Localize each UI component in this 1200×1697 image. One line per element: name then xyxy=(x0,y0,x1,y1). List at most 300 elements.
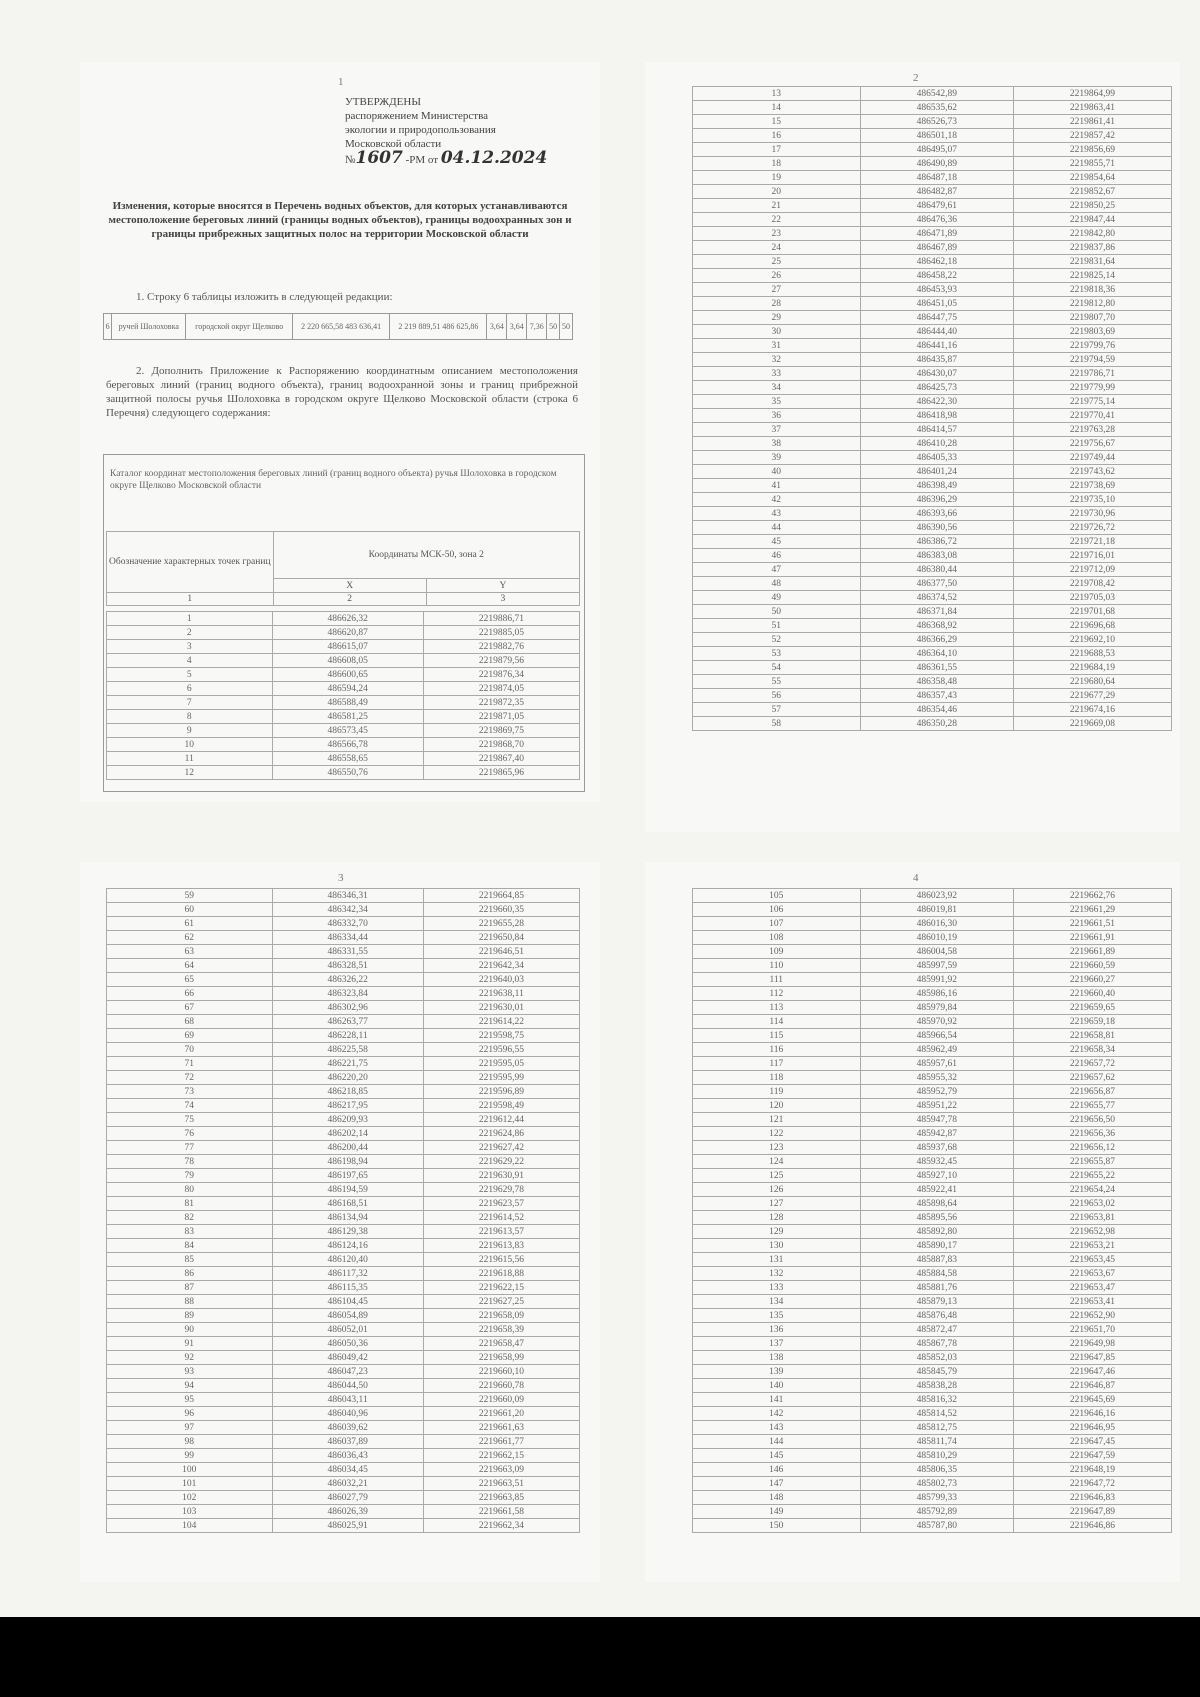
x-coordinate-cell: 486396,29 xyxy=(860,493,1013,507)
table-row xyxy=(693,1295,1172,1309)
x-coordinate-cell: 486323,84 xyxy=(272,987,423,1001)
table-row xyxy=(107,973,580,987)
table-row xyxy=(107,1225,580,1239)
point-number-cell: 127 xyxy=(693,1197,861,1211)
x-coordinate-cell: 485812,75 xyxy=(860,1421,1013,1435)
table-row xyxy=(693,353,1172,367)
table-row xyxy=(107,1253,580,1267)
y-coordinate-cell: 2219721,18 xyxy=(1013,535,1171,549)
x-coordinate-cell: 486168,51 xyxy=(272,1197,423,1211)
x-coordinate-cell: 486386,72 xyxy=(860,535,1013,549)
point-number-cell: 33 xyxy=(693,367,861,381)
y-coordinate-cell: 2219865,96 xyxy=(423,766,579,780)
y-coordinate-cell: 2219856,69 xyxy=(1013,143,1171,157)
y-coordinate-cell: 2219642,34 xyxy=(423,959,579,973)
y-coordinate-cell: 2219669,08 xyxy=(1013,717,1171,731)
point-number-cell: 81 xyxy=(107,1197,273,1211)
y-coordinate-cell: 2219837,86 xyxy=(1013,241,1171,255)
point-number-cell: 11 xyxy=(107,752,273,766)
point-number-cell: 94 xyxy=(107,1379,273,1393)
point-number-cell: 36 xyxy=(693,409,861,423)
table-row xyxy=(693,1323,1172,1337)
y-coordinate-cell: 2219654,24 xyxy=(1013,1183,1171,1197)
table-row xyxy=(693,591,1172,605)
point-number-cell: 29 xyxy=(693,311,861,325)
point-number-cell: 65 xyxy=(107,973,273,987)
x-coordinate-cell: 486228,11 xyxy=(272,1029,423,1043)
point-number-cell: 122 xyxy=(693,1127,861,1141)
y-coordinate-cell: 2219661,20 xyxy=(423,1407,579,1421)
table-row xyxy=(693,1099,1172,1113)
x-coordinate-cell: 486217,95 xyxy=(272,1099,423,1113)
point-number-cell: 89 xyxy=(107,1309,273,1323)
table-row xyxy=(693,605,1172,619)
point-number-cell: 117 xyxy=(693,1057,861,1071)
point-number-cell: 61 xyxy=(107,917,273,931)
x-coordinate-cell: 486550,76 xyxy=(272,766,423,780)
point-number-cell: 3 xyxy=(107,640,273,654)
point-number-cell: 47 xyxy=(693,563,861,577)
point-number-cell: 57 xyxy=(693,703,861,717)
table-row xyxy=(693,563,1172,577)
x-coordinate-cell: 486401,24 xyxy=(860,465,1013,479)
y-coordinate-cell: 2219735,10 xyxy=(1013,493,1171,507)
x-coordinate-cell: 486410,28 xyxy=(860,437,1013,451)
table-row xyxy=(693,1127,1172,1141)
item-1-text: 1. Строку 6 таблицы изложить в следующей редакции: xyxy=(136,291,393,303)
point-number-cell: 146 xyxy=(693,1463,861,1477)
header-num: 2 xyxy=(273,593,426,606)
y-coordinate-cell: 2219646,83 xyxy=(1013,1491,1171,1505)
y-coordinate-cell: 2219656,50 xyxy=(1013,1113,1171,1127)
page-number: 3 xyxy=(338,872,344,884)
table-row xyxy=(107,1267,580,1281)
table-row xyxy=(693,1029,1172,1043)
table-row xyxy=(693,465,1172,479)
point-number-cell: 38 xyxy=(693,437,861,451)
x-coordinate-cell: 485991,92 xyxy=(860,973,1013,987)
y-coordinate-cell: 2219886,71 xyxy=(423,612,579,626)
approval-heading: УТВЕРЖДЕНЫ xyxy=(345,96,421,108)
point-number-cell: 139 xyxy=(693,1365,861,1379)
table-row xyxy=(693,535,1172,549)
point-number-cell: 68 xyxy=(107,1015,273,1029)
point-number-cell: 115 xyxy=(693,1029,861,1043)
coords-table-p1 xyxy=(106,611,580,780)
point-number-cell: 55 xyxy=(693,675,861,689)
point-number-cell: 14 xyxy=(693,101,861,115)
table-row xyxy=(693,339,1172,353)
x-coordinate-cell: 485955,32 xyxy=(860,1071,1013,1085)
y-coordinate-cell: 2219661,29 xyxy=(1013,903,1171,917)
x-coordinate-cell: 486441,16 xyxy=(860,339,1013,353)
length-value-cell: 3,64 xyxy=(487,314,507,340)
point-number-cell: 46 xyxy=(693,549,861,563)
x-coordinate-cell: 485887,83 xyxy=(860,1253,1013,1267)
x-coordinate-cell: 486027,79 xyxy=(272,1491,423,1505)
table-row xyxy=(107,1043,580,1057)
y-coordinate-cell: 2219660,59 xyxy=(1013,959,1171,973)
x-coordinate-cell: 486558,65 xyxy=(272,752,423,766)
y-coordinate-cell: 2219872,35 xyxy=(423,696,579,710)
point-number-cell: 27 xyxy=(693,283,861,297)
y-coordinate-cell: 2219730,96 xyxy=(1013,507,1171,521)
table-row xyxy=(107,889,580,903)
x-coordinate-cell: 485787,80 xyxy=(860,1519,1013,1533)
y-coordinate-cell: 2219598,49 xyxy=(423,1099,579,1113)
table-row xyxy=(693,549,1172,563)
point-number-cell: 74 xyxy=(107,1099,273,1113)
x-coordinate-cell: 486422,30 xyxy=(860,395,1013,409)
y-coordinate-cell: 2219659,65 xyxy=(1013,1001,1171,1015)
table-row xyxy=(693,1435,1172,1449)
x-coordinate-cell: 486451,05 xyxy=(860,297,1013,311)
table-row xyxy=(693,367,1172,381)
y-coordinate-cell: 2219868,70 xyxy=(423,738,579,752)
point-number-cell: 64 xyxy=(107,959,273,973)
x-coordinate-cell: 486600,65 xyxy=(272,668,423,682)
point-number-cell: 143 xyxy=(693,1421,861,1435)
x-coordinate-cell: 485890,17 xyxy=(860,1239,1013,1253)
belt-width-cell: 50 xyxy=(560,314,573,340)
x-coordinate-cell: 486482,87 xyxy=(860,185,1013,199)
point-number-cell: 67 xyxy=(107,1001,273,1015)
table-row xyxy=(107,710,580,724)
table-row xyxy=(107,903,580,917)
zone-width-cell: 50 xyxy=(547,314,560,340)
table-row xyxy=(693,1211,1172,1225)
table-row xyxy=(693,269,1172,283)
table-row xyxy=(107,1519,580,1533)
y-coordinate-cell: 2219660,35 xyxy=(423,903,579,917)
y-coordinate-cell: 2219842,80 xyxy=(1013,227,1171,241)
table-row xyxy=(693,171,1172,185)
y-coordinate-cell: 2219653,67 xyxy=(1013,1267,1171,1281)
point-number-cell: 79 xyxy=(107,1169,273,1183)
table-row xyxy=(107,1407,580,1421)
point-number-cell: 118 xyxy=(693,1071,861,1085)
point-number-cell: 32 xyxy=(693,353,861,367)
table-row xyxy=(693,1491,1172,1505)
x-coordinate-cell: 486573,45 xyxy=(272,724,423,738)
table-row xyxy=(693,889,1172,903)
x-coordinate-cell: 486120,40 xyxy=(272,1253,423,1267)
y-coordinate-cell: 2219661,51 xyxy=(1013,917,1171,931)
point-number-cell: 107 xyxy=(693,917,861,931)
x-coordinate-cell: 485879,13 xyxy=(860,1295,1013,1309)
x-coordinate-cell: 486197,65 xyxy=(272,1169,423,1183)
x-coordinate-cell: 486124,16 xyxy=(272,1239,423,1253)
point-number-cell: 58 xyxy=(693,717,861,731)
y-coordinate-cell: 2219630,91 xyxy=(423,1169,579,1183)
point-number-cell: 24 xyxy=(693,241,861,255)
x-coordinate-cell: 486357,43 xyxy=(860,689,1013,703)
x-coordinate-cell: 486383,08 xyxy=(860,549,1013,563)
x-coordinate-cell: 486200,44 xyxy=(272,1141,423,1155)
x-coordinate-cell: 486328,51 xyxy=(272,959,423,973)
y-coordinate-cell: 2219869,75 xyxy=(423,724,579,738)
table-row xyxy=(107,1211,580,1225)
point-number-cell: 99 xyxy=(107,1449,273,1463)
y-coordinate-cell: 2219662,76 xyxy=(1013,889,1171,903)
table-row xyxy=(107,917,580,931)
y-coordinate-cell: 2219647,59 xyxy=(1013,1449,1171,1463)
point-number-cell: 78 xyxy=(107,1155,273,1169)
x-coordinate-cell: 486430,07 xyxy=(860,367,1013,381)
point-number-cell: 88 xyxy=(107,1295,273,1309)
table-row xyxy=(107,1365,580,1379)
x-coordinate-cell: 486332,70 xyxy=(272,917,423,931)
x-coordinate-cell: 485895,56 xyxy=(860,1211,1013,1225)
table-row xyxy=(693,493,1172,507)
approval-stamp xyxy=(345,95,547,167)
y-coordinate-cell: 2219656,87 xyxy=(1013,1085,1171,1099)
y-coordinate-cell: 2219657,62 xyxy=(1013,1071,1171,1085)
y-coordinate-cell: 2219799,76 xyxy=(1013,339,1171,353)
point-number-cell: 98 xyxy=(107,1435,273,1449)
table-row xyxy=(693,1351,1172,1365)
y-coordinate-cell: 2219652,90 xyxy=(1013,1309,1171,1323)
x-coordinate-cell: 486350,28 xyxy=(860,717,1013,731)
y-coordinate-cell: 2219861,41 xyxy=(1013,115,1171,129)
point-number-cell: 66 xyxy=(107,987,273,1001)
table-row xyxy=(107,724,580,738)
point-number-cell: 148 xyxy=(693,1491,861,1505)
table-row xyxy=(693,973,1172,987)
x-coordinate-cell: 486209,93 xyxy=(272,1113,423,1127)
area-value-cell: 7,36 xyxy=(527,314,547,340)
x-coordinate-cell: 486615,07 xyxy=(272,640,423,654)
table-row xyxy=(693,647,1172,661)
y-coordinate-cell: 2219660,40 xyxy=(1013,987,1171,1001)
y-coordinate-cell: 2219646,51 xyxy=(423,945,579,959)
x-coordinate-cell: 486458,22 xyxy=(860,269,1013,283)
y-coordinate-cell: 2219618,88 xyxy=(423,1267,579,1281)
y-coordinate-cell: 2219629,78 xyxy=(423,1183,579,1197)
y-coordinate-cell: 2219786,71 xyxy=(1013,367,1171,381)
x-coordinate-cell: 485799,33 xyxy=(860,1491,1013,1505)
x-coordinate-cell: 486004,58 xyxy=(860,945,1013,959)
y-coordinate-cell: 2219646,86 xyxy=(1013,1519,1171,1533)
point-number-cell: 114 xyxy=(693,1015,861,1029)
y-coordinate-cell: 2219867,40 xyxy=(423,752,579,766)
table-row xyxy=(693,479,1172,493)
y-coordinate-cell: 2219658,99 xyxy=(423,1351,579,1365)
y-coordinate-cell: 2219831,64 xyxy=(1013,255,1171,269)
table-row xyxy=(693,959,1172,973)
point-number-cell: 7 xyxy=(107,696,273,710)
y-coordinate-cell: 2219646,95 xyxy=(1013,1421,1171,1435)
x-coordinate-cell: 485802,73 xyxy=(860,1477,1013,1491)
x-coordinate-cell: 486405,33 xyxy=(860,451,1013,465)
x-coordinate-cell: 486542,89 xyxy=(860,87,1013,101)
table-row xyxy=(107,1099,580,1113)
y-coordinate-cell: 2219630,01 xyxy=(423,1001,579,1015)
table-row xyxy=(693,185,1172,199)
x-coordinate-cell: 485876,48 xyxy=(860,1309,1013,1323)
point-number-cell: 1 xyxy=(107,612,273,626)
x-coordinate-cell: 486346,31 xyxy=(272,889,423,903)
table-row xyxy=(107,1435,580,1449)
point-number-cell: 106 xyxy=(693,903,861,917)
table-row xyxy=(693,381,1172,395)
point-number-cell: 129 xyxy=(693,1225,861,1239)
table-row xyxy=(107,766,580,780)
y-coordinate-cell: 2219595,05 xyxy=(423,1057,579,1071)
table-row xyxy=(107,668,580,682)
point-number-cell: 136 xyxy=(693,1323,861,1337)
y-coordinate-cell: 2219627,25 xyxy=(423,1295,579,1309)
length-value-cell: 3,64 xyxy=(507,314,527,340)
point-number-cell: 45 xyxy=(693,535,861,549)
table-row xyxy=(107,1281,580,1295)
x-coordinate-cell: 485927,10 xyxy=(860,1169,1013,1183)
x-coordinate-cell: 485962,49 xyxy=(860,1043,1013,1057)
x-coordinate-cell: 486393,66 xyxy=(860,507,1013,521)
x-coordinate-cell: 486047,23 xyxy=(272,1365,423,1379)
table-row xyxy=(107,931,580,945)
end-coords-cell: 2 219 889,51 486 625,86 xyxy=(390,314,487,340)
point-number-cell: 103 xyxy=(107,1505,273,1519)
y-coordinate-cell: 2219653,02 xyxy=(1013,1197,1171,1211)
approval-line: распоряжением Министерства xyxy=(345,110,489,122)
table-row xyxy=(107,640,580,654)
y-coordinate-cell: 2219726,72 xyxy=(1013,521,1171,535)
y-coordinate-cell: 2219627,42 xyxy=(423,1141,579,1155)
table-row xyxy=(693,115,1172,129)
point-number-cell: 97 xyxy=(107,1421,273,1435)
number-sign: № xyxy=(345,154,356,166)
table-row xyxy=(693,157,1172,171)
header-coords: Координаты МСК-50, зона 2 xyxy=(273,532,579,579)
table-row xyxy=(693,101,1172,115)
point-number-cell: 23 xyxy=(693,227,861,241)
y-coordinate-cell: 2219660,78 xyxy=(423,1379,579,1393)
point-number-cell: 31 xyxy=(693,339,861,353)
coords-table-header xyxy=(106,531,580,606)
y-coordinate-cell: 2219653,21 xyxy=(1013,1239,1171,1253)
table-row xyxy=(693,451,1172,465)
x-coordinate-cell: 486326,22 xyxy=(272,973,423,987)
y-coordinate-cell: 2219655,28 xyxy=(423,917,579,931)
y-coordinate-cell: 2219613,83 xyxy=(423,1239,579,1253)
table-row xyxy=(107,1071,580,1085)
y-coordinate-cell: 2219688,53 xyxy=(1013,647,1171,661)
table-row xyxy=(693,1379,1172,1393)
table-row xyxy=(693,507,1172,521)
table-row xyxy=(104,314,573,340)
point-number-cell: 72 xyxy=(107,1071,273,1085)
x-coordinate-cell: 486608,05 xyxy=(272,654,423,668)
y-coordinate-cell: 2219847,44 xyxy=(1013,213,1171,227)
table-row xyxy=(107,1491,580,1505)
x-coordinate-cell: 486620,87 xyxy=(272,626,423,640)
x-coordinate-cell: 486054,89 xyxy=(272,1309,423,1323)
y-coordinate-cell: 2219684,19 xyxy=(1013,661,1171,675)
point-number-cell: 134 xyxy=(693,1295,861,1309)
y-coordinate-cell: 2219640,03 xyxy=(423,973,579,987)
approval-line: Московской области xyxy=(345,138,442,150)
point-number-cell: 26 xyxy=(693,269,861,283)
table-row xyxy=(107,1351,580,1365)
table-row xyxy=(693,675,1172,689)
page-number: 1 xyxy=(338,76,344,88)
x-coordinate-cell: 485997,59 xyxy=(860,959,1013,973)
table-row xyxy=(107,1113,580,1127)
y-coordinate-cell: 2219651,70 xyxy=(1013,1323,1171,1337)
y-coordinate-cell: 2219794,59 xyxy=(1013,353,1171,367)
point-number-cell: 104 xyxy=(107,1519,273,1533)
table-row xyxy=(693,1071,1172,1085)
table-row xyxy=(107,1393,580,1407)
y-coordinate-cell: 2219662,34 xyxy=(423,1519,579,1533)
table-row xyxy=(107,1477,580,1491)
x-coordinate-cell: 486263,77 xyxy=(272,1015,423,1029)
y-coordinate-cell: 2219663,09 xyxy=(423,1463,579,1477)
y-coordinate-cell: 2219615,56 xyxy=(423,1253,579,1267)
table-row xyxy=(107,1309,580,1323)
table-row xyxy=(693,1043,1172,1057)
point-number-cell: 40 xyxy=(693,465,861,479)
x-coordinate-cell: 486581,25 xyxy=(272,710,423,724)
x-coordinate-cell: 486476,36 xyxy=(860,213,1013,227)
x-coordinate-cell: 486490,89 xyxy=(860,157,1013,171)
y-coordinate-cell: 2219650,84 xyxy=(423,931,579,945)
x-coordinate-cell: 486626,32 xyxy=(272,612,423,626)
start-coords-cell: 2 220 665,58 483 636,41 xyxy=(293,314,390,340)
y-coordinate-cell: 2219680,64 xyxy=(1013,675,1171,689)
table-row xyxy=(693,395,1172,409)
point-number-cell: 20 xyxy=(693,185,861,199)
x-coordinate-cell: 486398,49 xyxy=(860,479,1013,493)
table-row xyxy=(693,1281,1172,1295)
table-row xyxy=(693,1449,1172,1463)
y-coordinate-cell: 2219655,77 xyxy=(1013,1099,1171,1113)
table-row xyxy=(693,1421,1172,1435)
y-coordinate-cell: 2219649,98 xyxy=(1013,1337,1171,1351)
x-coordinate-cell: 486044,50 xyxy=(272,1379,423,1393)
x-coordinate-cell: 486368,92 xyxy=(860,619,1013,633)
table-row xyxy=(693,917,1172,931)
page-number: 2 xyxy=(913,72,919,84)
point-number-cell: 49 xyxy=(693,591,861,605)
x-coordinate-cell: 486364,10 xyxy=(860,647,1013,661)
x-coordinate-cell: 485810,29 xyxy=(860,1449,1013,1463)
x-coordinate-cell: 486435,87 xyxy=(860,353,1013,367)
y-coordinate-cell: 2219716,01 xyxy=(1013,549,1171,563)
point-number-cell: 84 xyxy=(107,1239,273,1253)
y-coordinate-cell: 2219705,03 xyxy=(1013,591,1171,605)
table-row xyxy=(693,1505,1172,1519)
point-number-cell: 128 xyxy=(693,1211,861,1225)
table-row xyxy=(693,903,1172,917)
x-coordinate-cell: 486117,32 xyxy=(272,1267,423,1281)
table-row xyxy=(107,1127,580,1141)
y-coordinate-cell: 2219653,41 xyxy=(1013,1295,1171,1309)
y-coordinate-cell: 2219658,47 xyxy=(423,1337,579,1351)
point-number-cell: 131 xyxy=(693,1253,861,1267)
table-row xyxy=(693,1477,1172,1491)
x-coordinate-cell: 486026,39 xyxy=(272,1505,423,1519)
x-coordinate-cell: 486023,92 xyxy=(860,889,1013,903)
x-coordinate-cell: 486050,36 xyxy=(272,1337,423,1351)
table-row xyxy=(107,682,580,696)
table-row xyxy=(693,1197,1172,1211)
y-coordinate-cell: 2219863,41 xyxy=(1013,101,1171,115)
table-row xyxy=(693,1015,1172,1029)
table-row xyxy=(693,325,1172,339)
point-number-cell: 95 xyxy=(107,1393,273,1407)
